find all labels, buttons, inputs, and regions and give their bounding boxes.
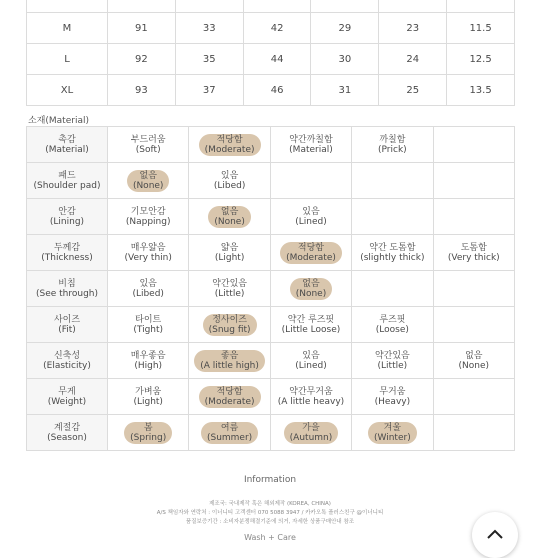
attribute-label-en: (Elasticity) bbox=[43, 360, 91, 371]
material-option-cell bbox=[108, 343, 189, 379]
material-option-cell bbox=[108, 199, 189, 235]
material-option-cell bbox=[108, 235, 189, 271]
selected-option-badge bbox=[199, 386, 261, 408]
option-label bbox=[354, 242, 430, 264]
material-option-cell bbox=[433, 343, 514, 379]
option-label bbox=[283, 134, 339, 156]
selected-option-badge bbox=[290, 278, 333, 300]
material-option-cell bbox=[189, 127, 270, 163]
option-label-en: (Soft) bbox=[135, 144, 161, 155]
size-value: 46 bbox=[243, 75, 311, 106]
material-option-cell bbox=[108, 379, 189, 415]
attribute-label-ko: 신축성 bbox=[53, 350, 81, 361]
option-label-ko: 루즈핏 bbox=[379, 314, 406, 325]
material-option-cell bbox=[352, 271, 433, 307]
option-label-ko: 가을 bbox=[302, 422, 320, 433]
selected-option-badge bbox=[208, 206, 251, 228]
option-label-ko: 없음 bbox=[302, 278, 320, 289]
size-value: 92 bbox=[108, 44, 176, 75]
material-row bbox=[27, 271, 515, 307]
option-label bbox=[370, 314, 415, 336]
material-row bbox=[27, 343, 515, 379]
material-option-cell bbox=[189, 235, 270, 271]
option-label-ko: 있음 bbox=[302, 206, 320, 217]
option-label bbox=[369, 350, 416, 372]
option-label bbox=[272, 386, 350, 408]
option-label-en: (A little high) bbox=[200, 360, 259, 371]
option-label-ko: 있음 bbox=[139, 278, 157, 289]
material-option-cell bbox=[352, 307, 433, 343]
information-title: Information bbox=[243, 475, 297, 485]
size-value: 23 bbox=[379, 13, 447, 44]
option-label-ko: 없음 bbox=[139, 170, 157, 181]
size-value: 44 bbox=[243, 44, 311, 75]
option-label-en: (Light) bbox=[214, 252, 245, 263]
material-option-cell bbox=[270, 343, 351, 379]
attribute-label-ko: 패드 bbox=[58, 170, 76, 181]
material-option-cell bbox=[433, 415, 514, 451]
option-label bbox=[442, 242, 506, 264]
size-value: 25 bbox=[379, 75, 447, 106]
option-label bbox=[453, 350, 496, 372]
option-label bbox=[120, 206, 177, 228]
material-option-cell bbox=[352, 199, 433, 235]
option-label bbox=[209, 242, 250, 264]
size-value: 29 bbox=[311, 13, 379, 44]
option-label bbox=[289, 350, 333, 372]
size-label: XL bbox=[27, 75, 108, 106]
option-label-en: (None) bbox=[458, 360, 490, 371]
option-label-en: (Lined) bbox=[295, 216, 327, 227]
material-option-cell bbox=[352, 415, 433, 451]
option-label-ko: 약간까칠함 bbox=[289, 134, 333, 145]
option-label bbox=[369, 386, 417, 408]
attribute-label-ko: 두께감 bbox=[53, 242, 81, 253]
option-label-ko: 좋음 bbox=[220, 350, 239, 361]
material-option-cell bbox=[270, 271, 351, 307]
attribute-label-en: (Thickness) bbox=[41, 252, 93, 263]
selected-option-badge bbox=[203, 314, 257, 336]
option-label-en: (Little Loose) bbox=[281, 324, 341, 335]
material-attribute-label bbox=[27, 307, 108, 343]
material-attribute-label bbox=[27, 163, 108, 199]
attribute-label-ko: 무게 bbox=[58, 386, 76, 397]
info-line: 품질보증기간 : 소비자분쟁해결기준에 의거, 자세한 상품구매안내 참조 bbox=[185, 519, 355, 525]
size-table-cut-row bbox=[27, 0, 515, 13]
wash-care-heading: Wash + Care bbox=[244, 533, 296, 542]
option-label-en: (Lined) bbox=[295, 360, 327, 371]
material-option-cell bbox=[189, 163, 270, 199]
size-row-xl bbox=[27, 75, 515, 106]
option-label-en: (Little) bbox=[214, 288, 245, 299]
attribute-label-ko: 촉감 bbox=[58, 134, 76, 145]
material-option-cell bbox=[189, 379, 270, 415]
material-option-cell bbox=[352, 163, 433, 199]
material-option-cell bbox=[270, 163, 351, 199]
material-option-cell bbox=[108, 127, 189, 163]
option-label bbox=[206, 278, 253, 300]
size-value: 91 bbox=[108, 13, 176, 44]
material-table bbox=[26, 126, 515, 451]
option-label-ko: 얇음 bbox=[220, 242, 239, 253]
option-label-ko: 가벼움 bbox=[135, 386, 162, 397]
option-label-ko: 약간 도톰함 bbox=[369, 242, 416, 253]
option-label-en: (A little heavy) bbox=[277, 396, 345, 407]
attribute-label-en: (Season) bbox=[47, 432, 87, 443]
material-attribute-label bbox=[27, 343, 108, 379]
material-option-cell bbox=[270, 379, 351, 415]
material-option-cell bbox=[270, 235, 351, 271]
option-label bbox=[127, 314, 169, 336]
material-option-cell bbox=[108, 415, 189, 451]
option-label-en: (Libed) bbox=[132, 288, 164, 299]
material-option-cell bbox=[433, 307, 514, 343]
size-value: 33 bbox=[175, 13, 243, 44]
option-label-ko: 적당함 bbox=[216, 134, 243, 145]
attribute-label-en: (Material) bbox=[45, 144, 89, 155]
option-label bbox=[119, 242, 178, 264]
material-option-cell bbox=[433, 163, 514, 199]
option-label-en: (Moderate) bbox=[286, 252, 336, 263]
option-label-ko: 매우좋음 bbox=[130, 350, 166, 361]
option-label-en: (None) bbox=[295, 288, 327, 299]
option-label-en: (Very thick) bbox=[447, 252, 500, 263]
material-option-cell bbox=[433, 271, 514, 307]
selected-option-badge bbox=[127, 170, 170, 192]
size-value: 42 bbox=[243, 13, 311, 44]
material-row bbox=[27, 199, 515, 235]
option-label-ko: 봄 bbox=[143, 422, 153, 433]
attribute-label-en: (See through) bbox=[35, 288, 99, 299]
material-option-cell bbox=[108, 271, 189, 307]
option-label-en: (Snug fit) bbox=[208, 324, 251, 335]
material-attribute-label bbox=[27, 199, 108, 235]
material-attribute-label bbox=[27, 415, 108, 451]
material-option-cell bbox=[352, 379, 433, 415]
size-value: 12.5 bbox=[447, 44, 515, 75]
material-row bbox=[27, 127, 515, 163]
selected-option-badge bbox=[284, 422, 339, 444]
option-label-en: (Very thin) bbox=[124, 252, 172, 263]
option-label-en: (High) bbox=[134, 360, 163, 371]
option-label-en: (Material) bbox=[289, 144, 333, 155]
size-value: 13.5 bbox=[447, 75, 515, 106]
material-row bbox=[27, 307, 515, 343]
option-label-en: (Prick) bbox=[378, 144, 407, 155]
option-label-en: (Winter) bbox=[374, 432, 411, 443]
size-label: L bbox=[27, 44, 108, 75]
option-label-ko: 기모안감 bbox=[130, 206, 166, 217]
option-label-ko: 적당함 bbox=[297, 242, 325, 253]
attribute-label-ko: 안감 bbox=[58, 206, 76, 217]
option-label-en: (Libed) bbox=[213, 180, 246, 191]
material-attribute-label bbox=[27, 235, 108, 271]
material-table-body bbox=[27, 127, 515, 451]
material-attribute-label bbox=[27, 127, 108, 163]
material-option-cell bbox=[189, 199, 270, 235]
scroll-to-top-button[interactable] bbox=[472, 512, 518, 558]
option-label-ko: 적당함 bbox=[216, 386, 243, 397]
material-row bbox=[27, 235, 515, 271]
option-label-en: (None) bbox=[132, 180, 164, 191]
material-option-cell bbox=[189, 271, 270, 307]
size-value: 31 bbox=[311, 75, 379, 106]
option-label-ko: 있음 bbox=[302, 350, 320, 361]
option-label bbox=[276, 314, 347, 336]
selected-option-badge bbox=[368, 422, 417, 444]
material-option-cell bbox=[352, 235, 433, 271]
material-option-cell bbox=[352, 343, 433, 379]
option-label-en: (Spring) bbox=[130, 432, 167, 443]
option-label-en: (Summer) bbox=[206, 432, 253, 443]
option-label-ko: 없음 bbox=[220, 206, 239, 217]
option-label-en: (Moderate) bbox=[204, 144, 255, 155]
material-option-cell bbox=[433, 127, 514, 163]
size-value: 30 bbox=[311, 44, 379, 75]
selected-option-badge bbox=[201, 422, 258, 444]
material-row bbox=[27, 163, 515, 199]
option-label bbox=[126, 278, 170, 300]
option-label-ko: 정사이즈 bbox=[212, 314, 247, 325]
option-label-ko: 있음 bbox=[220, 170, 239, 181]
option-label-en: (Heavy) bbox=[374, 396, 411, 407]
option-label bbox=[127, 386, 168, 408]
material-option-cell bbox=[189, 307, 270, 343]
attribute-label-ko: 계절감 bbox=[53, 422, 81, 433]
material-option-cell bbox=[433, 235, 514, 271]
option-label-en: (Loose) bbox=[375, 324, 409, 335]
option-label-ko: 약간 루즈핏 bbox=[287, 314, 335, 325]
material-option-cell bbox=[108, 163, 189, 199]
attribute-label-en: (Fit) bbox=[58, 324, 76, 335]
material-option-cell bbox=[433, 199, 514, 235]
chevron-up-icon bbox=[485, 525, 505, 545]
selected-option-badge bbox=[194, 350, 265, 372]
info-line: A/S 책임자와 연락처 : 이너니티 고객센터 070 5088 3947 / 카카오톡 플러스친구 @이너니티 bbox=[156, 510, 384, 516]
attribute-label-ko: 비침 bbox=[58, 278, 76, 289]
attribute-label-ko: 사이즈 bbox=[53, 314, 81, 325]
material-attribute-label bbox=[27, 379, 108, 415]
material-section-title: 소재(Material) bbox=[28, 116, 89, 126]
option-label-ko: 매우얇음 bbox=[130, 242, 166, 253]
size-value: 35 bbox=[175, 44, 243, 75]
material-option-cell bbox=[433, 379, 514, 415]
size-row-l bbox=[27, 44, 515, 75]
material-option-cell bbox=[189, 343, 270, 379]
option-label-en: (Autumn) bbox=[289, 432, 333, 443]
option-label-en: (Light) bbox=[133, 396, 163, 407]
size-label: M bbox=[27, 13, 108, 44]
option-label-ko: 도톰함 bbox=[460, 242, 487, 253]
option-label-ko: 무거움 bbox=[379, 386, 406, 397]
option-label-ko: 타이트 bbox=[135, 314, 162, 325]
option-label-en: (Napping) bbox=[125, 216, 171, 227]
material-attribute-label bbox=[27, 271, 108, 307]
attribute-label-en: (Shoulder pad) bbox=[33, 180, 101, 191]
option-label-ko: 약간있음 bbox=[212, 278, 247, 289]
material-option-cell bbox=[270, 199, 351, 235]
material-option-cell bbox=[270, 127, 351, 163]
option-label-ko: 없음 bbox=[465, 350, 483, 361]
option-label-ko: 부드러움 bbox=[130, 134, 166, 145]
material-option-cell bbox=[270, 415, 351, 451]
size-value: 24 bbox=[379, 44, 447, 75]
material-option-cell bbox=[352, 127, 433, 163]
selected-option-badge bbox=[124, 422, 172, 444]
attribute-label-en: (Weight) bbox=[47, 396, 87, 407]
option-label bbox=[289, 206, 333, 228]
option-label-en: (Tight) bbox=[133, 324, 164, 335]
option-label-en: (Moderate) bbox=[204, 396, 255, 407]
option-label bbox=[208, 170, 252, 192]
option-label-en: (None) bbox=[214, 216, 245, 227]
option-label-ko: 약간무거움 bbox=[289, 386, 333, 397]
size-table bbox=[26, 0, 515, 106]
option-label-ko: 겨울 bbox=[383, 422, 402, 433]
material-row bbox=[27, 379, 515, 415]
option-label bbox=[372, 134, 413, 156]
attribute-label-en: (Lining) bbox=[49, 216, 85, 227]
option-label bbox=[125, 350, 172, 372]
info-line: 제조국: 국내제작 혹은 해외제작 (KOREA, CHINA) bbox=[209, 501, 331, 507]
option-label bbox=[125, 134, 172, 156]
option-label-ko: 약간있음 bbox=[374, 350, 410, 361]
material-option-cell bbox=[270, 307, 351, 343]
option-label-ko: 여름 bbox=[220, 422, 239, 433]
selected-option-badge bbox=[199, 134, 261, 156]
option-label-ko: 까칠함 bbox=[379, 134, 406, 145]
size-value: 37 bbox=[175, 75, 243, 106]
material-option-cell bbox=[189, 415, 270, 451]
material-option-cell bbox=[108, 307, 189, 343]
size-value: 11.5 bbox=[447, 13, 515, 44]
size-value: 93 bbox=[108, 75, 176, 106]
material-row bbox=[27, 415, 515, 451]
option-label-en: (slightly thick) bbox=[360, 252, 425, 263]
option-label-en: (Little) bbox=[377, 360, 408, 371]
size-row-m bbox=[27, 13, 515, 44]
selected-option-badge bbox=[280, 242, 342, 264]
